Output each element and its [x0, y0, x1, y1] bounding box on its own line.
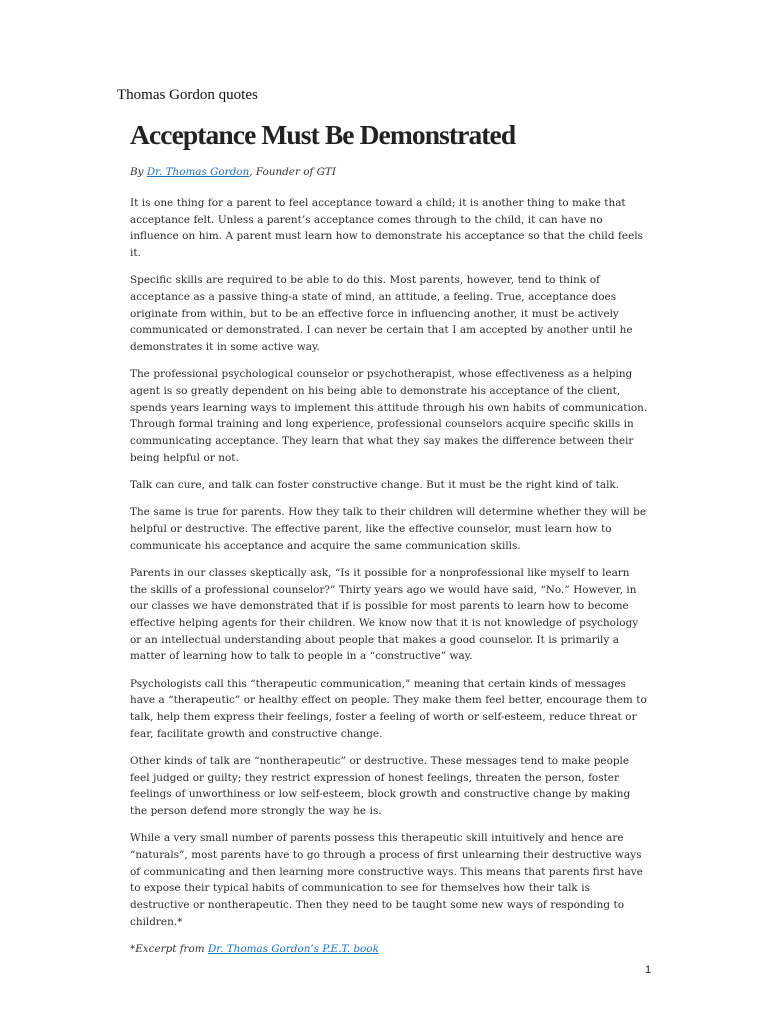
paragraph: The same is true for parents. How they talk to their children will determine whether they will be helpful or destructive. The effective parent, like the effective counselor, must learn how to communicate his acceptance and acquire the same communication skills. [130, 506, 647, 552]
paragraph: Specific skills are required to be able to do this. Most parents, however, tend to think of acceptance as a passive thing-a state of mind, an attitude, a feeling. True, acceptance does originate from within, but to be an effective force in influencing another, it must be actively communicated or demonstrated. I can never be certain that I am accepted by another until he demonstrates it in some active way. [130, 274, 633, 354]
paragraph: While a very small number of parents possess this therapeutic skill intuitively and hence are “naturals”, most parents have to go through a process of first unlearning their destructive ways of communicating and then learning more constructive ways. This means that parents first have to expose their typical habits of communication to see for themselves how their talk is destructive or nontherapeutic. Then they need to be taught some new ways of responding to children.* [130, 832, 643, 928]
paragraph: Other kinds of talk are “nontherapeutic” or destructive. These messages tend to make people feel judged or guilty; they restrict expression of honest feelings, threaten the person, foster feelings of unworthiness or low self-esteem, block growth and constructive change by making the person defend more strongly the way he is. [130, 754, 631, 817]
byline-prefix: By [130, 166, 147, 178]
article [130, 117, 650, 958]
author-link[interactable]: Dr. Thomas Gordon [146, 166, 250, 178]
page-number: 1 [645, 964, 652, 976]
document-header: Thomas Gordon quotes [117, 87, 258, 103]
article-title: Acceptance Must Be Demonstrated [130, 119, 516, 150]
excerpt-prefix: *Excerpt from [130, 942, 208, 955]
byline-suffix: , Founder of GTI [249, 166, 336, 178]
paragraph: The professional psychological counselor or psychotherapist, whose effectiveness as a helping agent is so greatly dependent on his being able to demonstrate his acceptance of the client, spends years learning ways to implement this attitude through his own habits of communication. Through formal training and long experience, professional counselors acquire specific skills in communicating acceptance. They learn that what they say makes the difference between their being helpful or not. [130, 368, 648, 464]
book-link[interactable]: Dr. Thomas Gordon’s P.E.T. book [207, 942, 379, 955]
paragraph: Psychologists call this “therapeutic communication,” meaning that certain kinds of messages have a “therapeutic” or healthy effect on people. They make them feel better, encourage them to talk, help them express their feelings, foster a feeling of worth or self-esteem, reduce threat or fear, facilitate growth and constructive change. [130, 677, 647, 740]
byline [130, 164, 650, 181]
paragraph: Talk can cure, and talk can foster constructive change. But it must be the right kind of talk. [130, 479, 620, 492]
excerpt-note [130, 941, 650, 958]
paragraph: It is one thing for a parent to feel acceptance toward a child; it is another thing to make that acceptance felt. Unless a parent’s acceptance comes through to the child, it can have no influence on him. A parent must learn how to demonstrate his acceptance so that the child feels it. [130, 197, 643, 260]
paragraph: Parents in our classes skeptically ask, “Is it possible for a nonprofessional like myself to learn the skills of a professional counselor?” Thirty years ago we would have said, “No.” However, in our classes we have demonstrated that if is possible for most parents to learn how to become effective helping agents for their children. We know now that it is not knowledge of psychology or an intellectual understanding about people that makes a good counselor. It is primarily a matter of learning how to talk to people in a “constructive” way. [130, 566, 639, 663]
